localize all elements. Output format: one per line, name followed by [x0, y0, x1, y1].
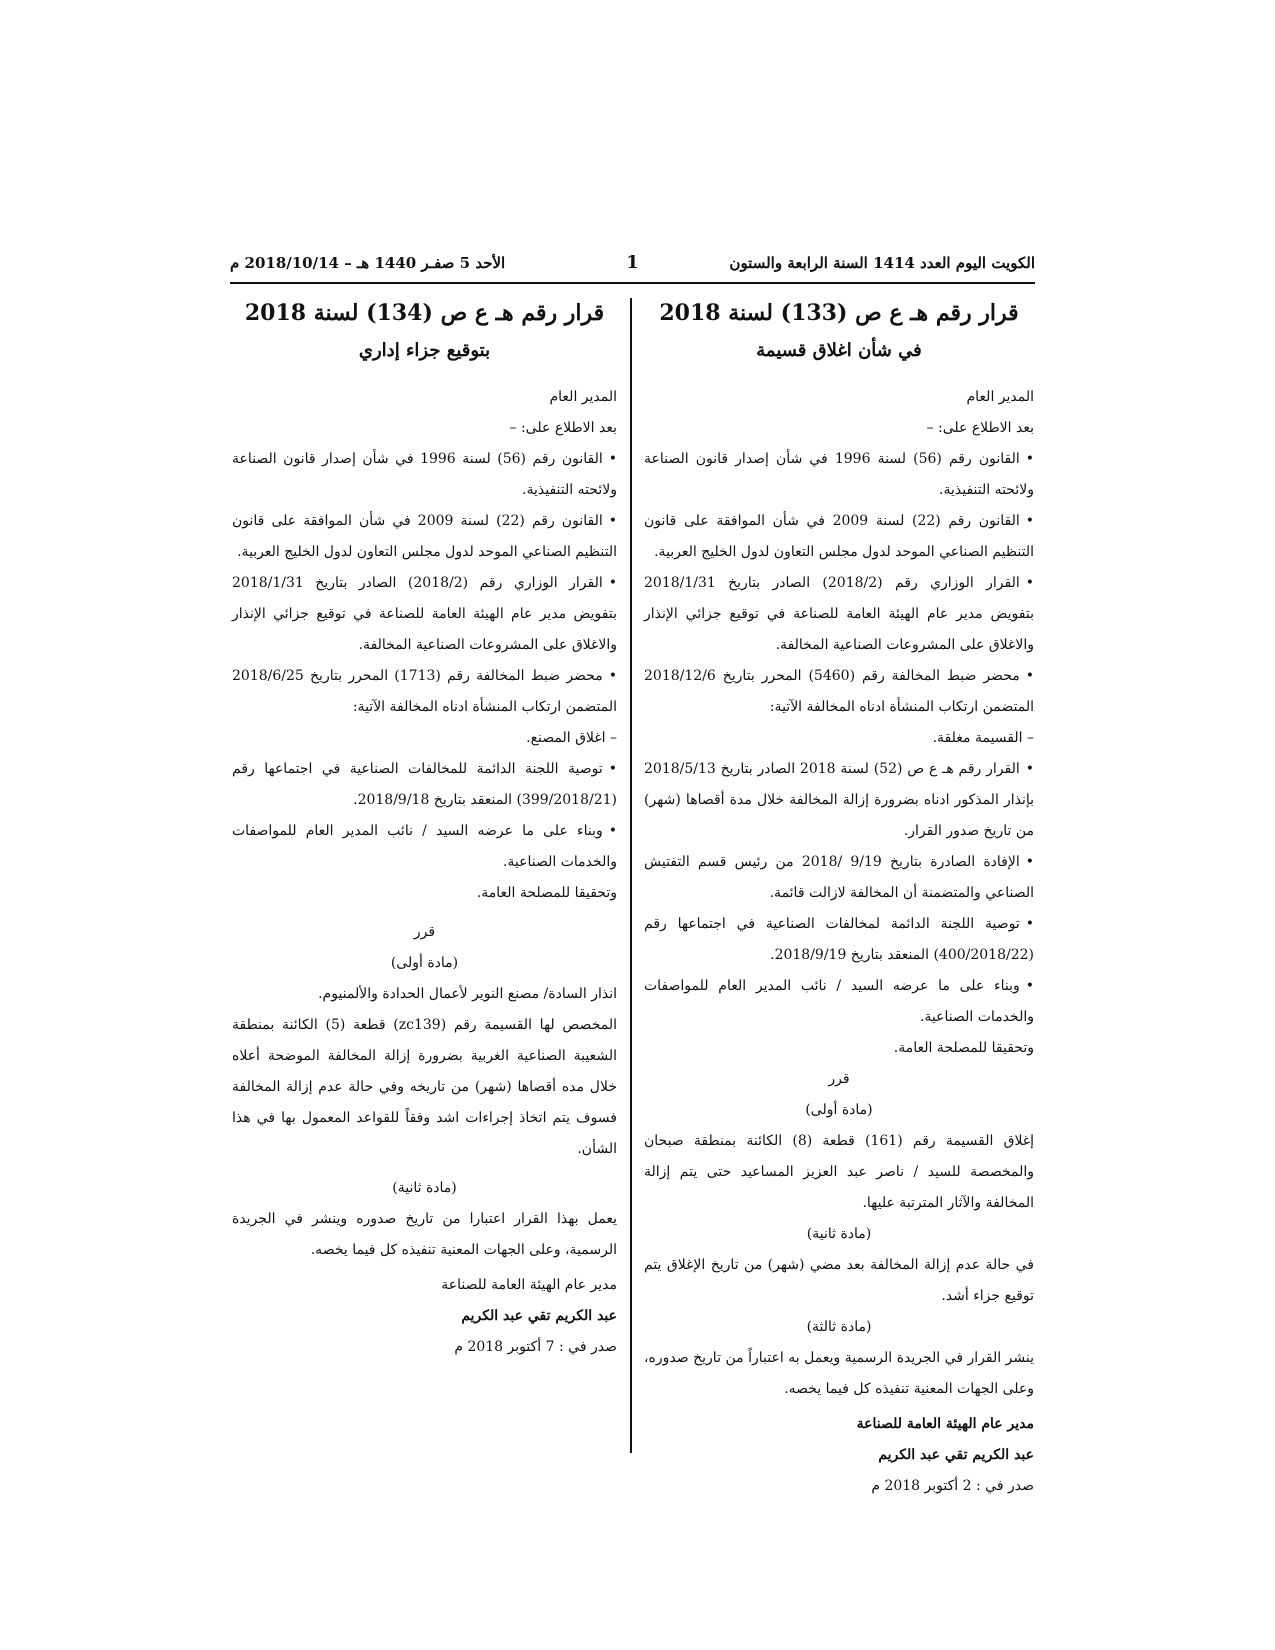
recital-item: • القرار الوزاري رقم (2018/2) الصادر بتاريخ 2018/1/31 بتفويض مدير عام الهيئة العامة للصناعة في توقيع جزائي الإنذار والاغلاق على المشروعات الصناعية المخالفة.	[644, 568, 1034, 661]
issue-date-line: صدر في : 2 أكتوبر 2018 م	[871, 1478, 1034, 1494]
recital-item: • القرار الوزاري رقم (2018/2) الصادر بتاريخ 2018/1/31 بتفويض مدير عام الهيئة العامة للصناعة في توقيع جزائي الإنذار والاغلاق على المشروعات الصناعية المخالفة.	[232, 568, 617, 661]
article-heading: (مادة أولى)	[390, 955, 459, 971]
recital-item: • محضر ضبط المخالفة رقم (1713) المحرر بتاريخ 2018/6/25 المتضمن ارتكاب المنشأة ادناه المخالفة الآتية:	[232, 661, 617, 723]
gazette-issue-info: الكويت اليوم العدد 1414 السنة الرابعة والستون	[729, 254, 1035, 272]
article-text: إغلاق القسيمة رقم (161) قطعة (8) الكائنة بمنطقة صبحان والمخصصة للسيد / ناصر عبد العزيز المساعيد حتى يتم إزالة المخالفة والآثار المترتبة عليها.	[644, 1133, 1035, 1211]
decision-subtitle: في شأن اغلاق قسيمة	[756, 340, 922, 361]
decision-133-column	[644, 296, 1034, 1502]
recital-item: • وبناء على ما عرضه السيد / نائب المدير العام للمواصفات والخدمات الصناعية.	[644, 971, 1034, 1033]
article-heading: (مادة ثانية)	[392, 1180, 457, 1196]
violation-item: – اغلاق المصنع.	[526, 730, 617, 746]
article-heading: (مادة أولى)	[805, 1102, 873, 1118]
signatory-name: عبد الكريم تقي عبد الكريم	[461, 1308, 617, 1324]
decision-title: قرار رقم هـ ع ص (133) لسنة 2018	[659, 300, 1019, 326]
article-text: في حالة عدم إزالة المخالفة بعد مضي (شهر) من تاريخ الإغلاق يتم توقيع جزاء أشد.	[644, 1257, 1034, 1304]
decision-title: قرار رقم هـ ع ص (134) لسنة 2018	[244, 300, 605, 326]
recital-item: • القانون رقم (56) لسنة 1996 في شأن إصدار قانون الصناعة ولائحته التنفيذية.	[644, 444, 1034, 506]
article-text: ينشر القرار في الجريدة الرسمية ويعمل به اعتباراً من تاريخ صدوره، وعلى الجهات المعنية تنفيذه كل فيما يخصه.	[644, 1350, 1034, 1397]
public-interest-line: وتحقيقا للمصلحة العامة.	[476, 885, 617, 901]
issuer-label: المدير العام	[549, 389, 617, 405]
issuer-label: المدير العام	[966, 389, 1034, 405]
signatory-name: عبد الكريم تقي عبد الكريم	[878, 1447, 1034, 1463]
article-heading: (مادة ثالثة)	[806, 1319, 872, 1335]
decision-subtitle: بتوقيع جزاء إداري	[358, 340, 491, 361]
recital-item: • القرار رقم هـ ع ص (52) لسنة 2018 الصادر بتاريخ 2018/5/13 بإنذار المذكور ادناه بضرورة إزالة المخالفة خلال مدة أقصاها (شهر) من تاريخ صدور القرار.	[644, 754, 1034, 847]
recital-item: • وبناء على ما عرضه السيد / نائب المدير العام للمواصفات والخدمات الصناعية.	[232, 816, 617, 878]
issue-date-line: صدر في : 7 أكتوبر 2018 م	[454, 1339, 617, 1355]
recital-item: • القانون رقم (56) لسنة 1996 في شأن إصدار قانون الصناعة ولائحته التنفيذية.	[232, 444, 617, 506]
article-text: يعمل بهذا القرار اعتبارا من تاريخ صدوره وينشر في الجريدة الرسمية، وعلى الجهات المعنية تنفيذه كل فيما يخصه.	[232, 1211, 617, 1258]
public-interest-line: وتحقيقا للمصلحة العامة.	[893, 1040, 1034, 1056]
decided-heading: قرر	[413, 924, 436, 940]
recital-item: • توصية اللجنة الدائمة للمخالفات الصناعية في اجتماعها رقم (399/2018/21) المنعقد بتاريخ 2018/9/18.	[232, 754, 617, 816]
page-number: 1	[626, 252, 639, 273]
recital-item: • توصية اللجنة الدائمة لمخالفات الصناعية في اجتماعها رقم (400/2018/22) المنعقد بتاريخ 2018/9/19.	[644, 909, 1034, 971]
signatory-title: مدير عام الهيئة العامة للصناعة	[856, 1416, 1034, 1432]
signatory-title: مدير عام الهيئة العامة للصناعة	[441, 1277, 617, 1293]
article-text: المخصص لها القسيمة رقم (zc139) قطعة (5) الكائنة بمنطقة الشعيبة الصناعية الغربية بضرورة إزالة المخالفة الموضحة أعلاه خلال مده أقصاها (شهر) من تاريخه وفي حالة عدم إزالة المخالفة فسوف يتم اتخاذ إجراءات اشد وفقاً للقواعد المعمول بها في هذا الشأن.	[232, 1017, 617, 1157]
article-text: انذار السادة/ مصنع النوير لأعمال الحدادة والألمنيوم.	[318, 986, 617, 1002]
page-header	[230, 248, 1035, 284]
decided-heading: قرر	[828, 1071, 850, 1087]
preamble-label: بعد الاطلاع على: –	[926, 420, 1034, 436]
recital-item: • القانون رقم (22) لسنة 2009 في شأن الموافقة على قانون التنظيم الصناعي الموحد لدول مجلس التعاون لدول الخليج العربية.	[644, 506, 1034, 568]
column-divider	[630, 298, 632, 1453]
decision-134-column	[232, 296, 617, 1363]
recital-item: • محضر ضبط المخالفة رقم (5460) المحرر بتاريخ 2018/12/6 المتضمن ارتكاب المنشأة ادناه المخالفة الآتية:	[644, 661, 1034, 723]
recital-item: • الإفادة الصادرة بتاريخ 9/19 /2018 من رئيس قسم التفتيش الصناعي والمتضمنة أن المخالفة لازالت قائمة.	[644, 847, 1034, 909]
article-heading: (مادة ثانية)	[806, 1226, 872, 1242]
issue-date: الأحد 5 صفـر 1440 هـ – 2018/10/14 م	[230, 254, 506, 272]
violation-item: – القسيمة مغلقة.	[932, 730, 1034, 746]
recital-item: • القانون رقم (22) لسنة 2009 في شأن الموافقة على قانون التنظيم الصناعي الموحد لدول مجلس التعاون لدول الخليج العربية.	[232, 506, 617, 568]
preamble-label: بعد الاطلاع على: –	[509, 420, 617, 436]
